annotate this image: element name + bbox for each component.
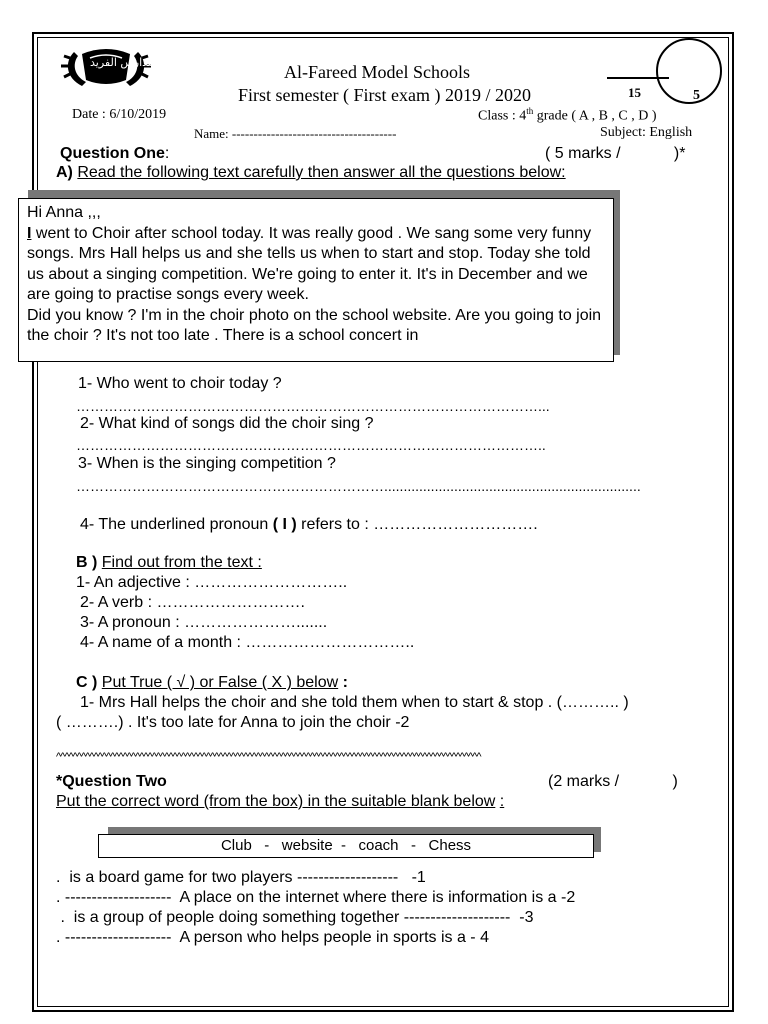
logo-text: مدارس الفريد <box>90 56 154 69</box>
passage-shadow-top <box>28 190 620 198</box>
question-3: 3- When is the singing competition ? <box>78 455 336 472</box>
q4-text: 4- The underlined pronoun <box>80 516 273 533</box>
part-c-instruction: Put True ( √ ) or False ( X ) below <box>101 674 339 691</box>
exam-date: Date : 6/10/2019 <box>72 107 167 122</box>
part-b-item-4: 4- A name of a month : ………………………….. <box>80 634 415 651</box>
q2-item-4: . -------------------- A person who helps people in sports is a - 4 <box>56 929 489 946</box>
class-suffix: grade ( A , B , C , D ) <box>533 108 657 124</box>
passage-greeting: Hi Anna ,,, <box>27 204 101 221</box>
q1-marks: ( 5 marks / )* <box>545 145 686 162</box>
q2-item-1: . is a board game for two players ------------------- -1 <box>56 869 426 886</box>
school-logo <box>60 44 152 90</box>
word-box: Club - website - coach - Chess <box>98 834 594 858</box>
answer-line-2[interactable]: ……………………………………………………………………………………….. <box>76 437 546 453</box>
part-c-item-1: 1- Mrs Hall helps the choir and she told them when to start & stop . (……….. ) <box>80 694 629 711</box>
student-name-field[interactable]: Name: -------------------------------------- <box>194 126 397 141</box>
exam-title: First semester ( First exam ) 2019 / 2020 <box>238 85 531 105</box>
q4-after: refers to : …………………………. <box>296 516 538 533</box>
class-prefix: Class : 4 <box>478 108 527 124</box>
question-1: 1- Who went to choir today ? <box>78 375 282 392</box>
underlined-pronoun: I <box>27 224 32 242</box>
q1-part-a <box>56 164 566 182</box>
part-c-label: C ) <box>76 674 98 691</box>
passage-body-2: Did you know ? I'm in the choir photo on the school website. Are you going to join the choir ? It's not too late . There is a school concert in <box>27 306 602 344</box>
answer-line-3[interactable]: ………………………………………………………….................................................................. <box>76 478 641 494</box>
question-4 <box>80 516 538 534</box>
subject-label: Subject: English <box>600 125 693 140</box>
part-c-heading <box>76 674 348 692</box>
part-b-item-2: 2- A verb : ………………………. <box>80 594 305 611</box>
q2-item-2: . -------------------- A place on the internet where there is information is a -2 <box>56 889 576 906</box>
part-a-label: A) <box>56 164 73 181</box>
q2-item-3: . is a group of people doing something together -------------------- -3 <box>56 909 534 926</box>
passage-body-text: went to Choir after school today. It was really good . We sang some very funny songs. Mrs Hall helps us and she tells us when to start and stop. Today she told us about a singing competition. We're going to enter it. It's in December and we are going to practise songs every week. <box>27 224 592 303</box>
word-box-shadow-right <box>593 827 601 852</box>
q2-title: *Question Two <box>56 773 167 790</box>
part-b-instruction: Find out from the text : <box>101 554 262 571</box>
part-c-item-2: ( ……….) . It's too late for Anna to join the choir -2 <box>56 714 410 731</box>
q1-title-colon: : <box>164 145 170 162</box>
part-b-item-3: 3- A pronoun : …………………....... <box>80 614 328 631</box>
reading-passage <box>18 198 614 362</box>
part-b-heading <box>76 554 262 572</box>
q2-instruction <box>56 793 504 811</box>
passage-body <box>27 224 607 306</box>
school-name: Al-Fareed Model Schools <box>284 62 470 82</box>
class-sup: th <box>526 106 534 116</box>
score-circle <box>656 38 722 104</box>
part-a-instruction: Read the following text carefully then answer all the questions below: <box>77 164 566 181</box>
q2-instruction-colon: : <box>499 793 505 810</box>
section-separator: ^^^^^^^^^^^^^^^^^^^^^^^^^^^^^^^^^^^^^^^^^^^^^^^^^^^^^^^^^^^^^^^^^^^^^^^^^^^^^^^^^^^^^^^^^^^^^^^^^^^^^^ <box>56 752 481 762</box>
class-grade <box>478 106 657 125</box>
q2-instruction-text: Put the correct word (from the box) in the suitable blank below <box>56 793 496 810</box>
q1-title-text: Question One <box>60 145 165 162</box>
word-box-shadow-top <box>108 827 601 834</box>
part-b-label: B ) <box>76 554 98 571</box>
part-c-colon: : <box>342 674 348 691</box>
q4-pronoun: ( I ) <box>272 516 297 533</box>
score-circle-value: 5 <box>693 88 700 103</box>
q1-title <box>60 145 169 163</box>
answer-line-1[interactable]: ………………………………………………………………………………………... <box>76 398 550 414</box>
score-total: 15 <box>628 85 641 100</box>
part-b-item-1: 1- An adjective : ……………………….. <box>76 574 348 591</box>
question-2: 2- What kind of songs did the choir sing ? <box>80 415 374 432</box>
q2-marks: (2 marks / ) <box>548 773 678 790</box>
